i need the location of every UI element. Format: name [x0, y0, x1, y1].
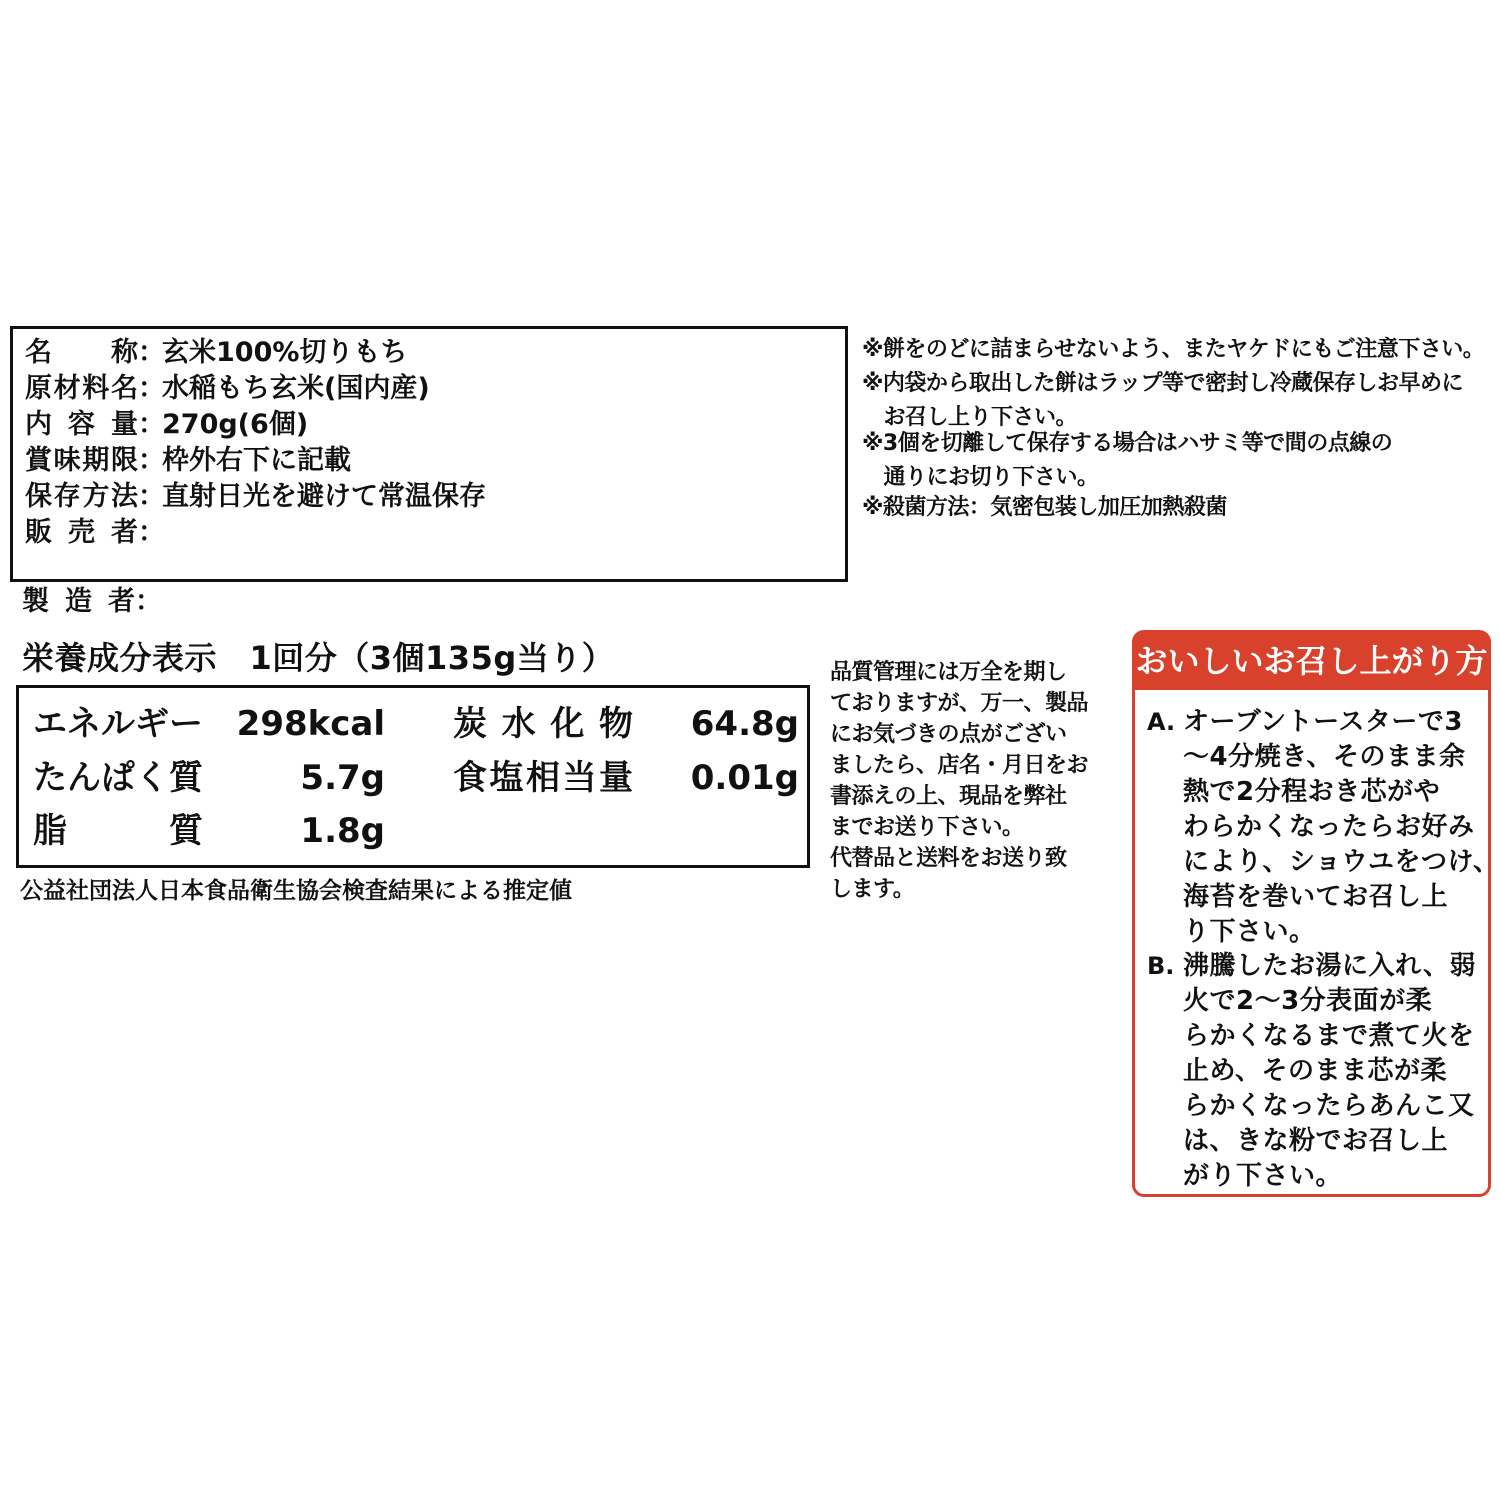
nutrition-heading: 栄養成分表示 1回分（3個135g当り）: [22, 639, 615, 677]
info-colon: ：: [138, 481, 165, 512]
info-colon: ：: [138, 517, 165, 548]
info-row-seller: [25, 515, 165, 551]
product-info-box: [10, 326, 848, 582]
info-label: 販売者: [25, 517, 138, 548]
info-row-ingredients: [25, 371, 430, 407]
info-label: 名 称: [25, 337, 138, 368]
step-b-text: 沸騰したお湯に入れ、弱 火で2～3分表面が柔 らかくなるまで煮て火を 止め、そのまま芯が柔 らかくなったらあんこ又 は、きな粉でお召し上 がり下さい。: [1183, 951, 1477, 1191]
info-colon: ：: [138, 409, 165, 440]
nutrition-value: 64.8g: [690, 704, 799, 744]
info-label: 保存方法: [25, 481, 138, 512]
info-value: 270g(6個): [162, 409, 309, 440]
nutrition-value: 298kcal: [236, 704, 385, 744]
step-letter: B.: [1147, 952, 1175, 980]
quality-note: 品質管理には万全を期し ておりますが、万一、製品 にお気づきの点がござい ましたら、店名・月日をお 書添えの上、現品を弊社 までお送り下さい。 代替品と送料をお送り致 します。: [830, 660, 1089, 902]
caution-sterilization: ※殺菌方法：気密包装し加圧加熱殺菌: [862, 495, 1227, 520]
serving-suggestion-box: [1132, 630, 1500, 1197]
info-label: 原材料名: [25, 373, 138, 404]
info-label: 賞味期限: [25, 445, 138, 476]
info-value: 玄米100%切りもち: [162, 337, 408, 368]
step-letter: A.: [1147, 708, 1176, 736]
info-row-contents: [25, 407, 308, 443]
nutrition-value: 1.8g: [300, 811, 385, 851]
nutrition-label: エネルギー: [33, 704, 203, 744]
info-label: 製造者: [22, 586, 135, 617]
info-colon: ：: [135, 586, 162, 617]
nutrition-value: 5.7g: [300, 758, 385, 798]
info-row-name: [25, 335, 407, 371]
info-row-maker: [22, 584, 162, 620]
nutrition-label: 食塩相当量: [453, 758, 633, 798]
nutrition-label: 脂質: [33, 811, 203, 851]
caution-storage: ※内袋から取出した餅はラップ等で密封し冷蔵保存しお早めに お召し上り下さい。: [862, 371, 1463, 430]
info-value: 直射日光を避けて常温保存: [162, 481, 486, 512]
nutrition-label: たんぱく質: [33, 758, 203, 798]
caution-choking: ※餅をのどに詰まらせないよう、またヤケドにもご注意下さい。: [862, 337, 1485, 362]
info-label: 内容量: [25, 409, 138, 440]
serving-title: おいしいお召し上がり方: [1135, 633, 1488, 690]
info-value: 枠外右下に記載: [162, 445, 351, 476]
step-a-text: オーブントースターで3 ～4分焼き、そのまま余 熱で2分程おき芯がや わらかくなったらお好み により、ショウユをつけ、 海苔を巻いてお召し上 り下さい。: [1183, 707, 1500, 947]
nutrition-source-note: 公益社団法人日本食品衛生協会検査結果による推定値: [20, 878, 572, 904]
info-row-best-before: [25, 443, 351, 479]
info-row-storage: [25, 479, 486, 515]
nutrition-table: [16, 685, 810, 868]
info-colon: ：: [138, 445, 165, 476]
nutrition-label: 炭水化物: [453, 704, 633, 744]
info-value: 水稲もち玄米(国内産): [162, 373, 430, 404]
caution-cutting: ※3個を切離して保存する場合はハサミ等で間の点線の 通りにお切り下さい。: [862, 431, 1393, 490]
info-colon: ：: [138, 373, 165, 404]
info-colon: ：: [138, 337, 165, 368]
nutrition-value: 0.01g: [690, 758, 799, 798]
